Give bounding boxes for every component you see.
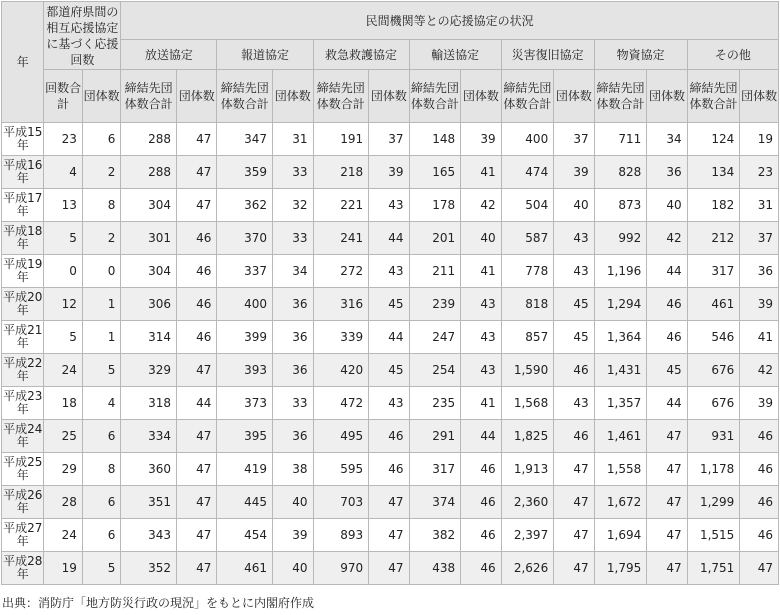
value-cell: 40 bbox=[554, 189, 594, 222]
value-cell: 47 bbox=[176, 519, 216, 552]
value-cell: 47 bbox=[554, 519, 594, 552]
value-cell: 39 bbox=[740, 288, 779, 321]
value-cell: 1,568 bbox=[501, 387, 554, 420]
value-cell: 382 bbox=[409, 519, 461, 552]
table-row bbox=[2, 156, 779, 189]
header-partner-total: 締結先団体数合計 bbox=[121, 70, 177, 123]
header-org-count: 団体数 bbox=[82, 70, 120, 123]
value-cell: 46 bbox=[461, 519, 501, 552]
category-header: 報道協定 bbox=[217, 40, 313, 70]
value-cell: 317 bbox=[409, 453, 461, 486]
value-cell: 46 bbox=[740, 420, 779, 453]
value-cell: 1 bbox=[82, 288, 120, 321]
value-cell: 288 bbox=[121, 123, 177, 156]
value-cell: 2,397 bbox=[501, 519, 554, 552]
value-cell: 42 bbox=[647, 222, 687, 255]
value-cell: 46 bbox=[461, 552, 501, 585]
value-cell: 40 bbox=[273, 486, 313, 519]
value-cell: 461 bbox=[217, 552, 273, 585]
value-cell: 6 bbox=[82, 123, 120, 156]
value-cell: 778 bbox=[501, 255, 554, 288]
header-partner-total: 締結先団体数合計 bbox=[594, 70, 647, 123]
value-cell: 13 bbox=[44, 189, 82, 222]
value-cell: 47 bbox=[176, 156, 216, 189]
value-cell: 34 bbox=[647, 123, 687, 156]
value-cell: 46 bbox=[176, 321, 216, 354]
year-cell: 平成18年 bbox=[2, 222, 44, 255]
value-cell: 44 bbox=[461, 420, 501, 453]
value-cell: 47 bbox=[176, 453, 216, 486]
value-cell: 235 bbox=[409, 387, 461, 420]
value-cell: 288 bbox=[121, 156, 177, 189]
value-cell: 992 bbox=[594, 222, 647, 255]
value-cell: 395 bbox=[217, 420, 273, 453]
value-cell: 40 bbox=[647, 189, 687, 222]
value-cell: 247 bbox=[409, 321, 461, 354]
value-cell: 6 bbox=[82, 486, 120, 519]
header-year: 年 bbox=[2, 2, 44, 123]
value-cell: 47 bbox=[369, 519, 409, 552]
value-cell: 2 bbox=[82, 222, 120, 255]
value-cell: 134 bbox=[687, 156, 740, 189]
value-cell: 676 bbox=[687, 354, 740, 387]
year-cell: 平成28年 bbox=[2, 552, 44, 585]
header-org-count: 団体数 bbox=[461, 70, 501, 123]
header-partner-total: 締結先団体数合計 bbox=[409, 70, 461, 123]
value-cell: 454 bbox=[217, 519, 273, 552]
value-cell: 43 bbox=[369, 387, 409, 420]
value-cell: 43 bbox=[369, 255, 409, 288]
value-cell: 31 bbox=[740, 189, 779, 222]
value-cell: 211 bbox=[409, 255, 461, 288]
table-row bbox=[2, 354, 779, 387]
year-cell: 平成25年 bbox=[2, 453, 44, 486]
value-cell: 359 bbox=[217, 156, 273, 189]
value-cell: 43 bbox=[554, 255, 594, 288]
category-header: 物資協定 bbox=[594, 40, 687, 70]
value-cell: 241 bbox=[313, 222, 369, 255]
value-cell: 19 bbox=[44, 552, 82, 585]
year-cell: 平成20年 bbox=[2, 288, 44, 321]
value-cell: 46 bbox=[647, 321, 687, 354]
year-cell: 平成21年 bbox=[2, 321, 44, 354]
value-cell: 400 bbox=[217, 288, 273, 321]
value-cell: 12 bbox=[44, 288, 82, 321]
value-cell: 37 bbox=[369, 123, 409, 156]
value-cell: 47 bbox=[647, 552, 687, 585]
value-cell: 191 bbox=[313, 123, 369, 156]
value-cell: 47 bbox=[369, 552, 409, 585]
table-row bbox=[2, 123, 779, 156]
value-cell: 43 bbox=[369, 189, 409, 222]
source-note: 出典：消防庁「地方防災行政の現況」をもとに内閣府作成 bbox=[2, 596, 315, 610]
header-org-count: 団体数 bbox=[740, 70, 779, 123]
value-cell: 201 bbox=[409, 222, 461, 255]
value-cell: 41 bbox=[461, 156, 501, 189]
value-cell: 47 bbox=[740, 552, 779, 585]
value-cell: 165 bbox=[409, 156, 461, 189]
value-cell: 43 bbox=[461, 354, 501, 387]
year-cell: 平成24年 bbox=[2, 420, 44, 453]
value-cell: 343 bbox=[121, 519, 177, 552]
value-cell: 34 bbox=[273, 255, 313, 288]
value-cell: 46 bbox=[740, 453, 779, 486]
value-cell: 6 bbox=[82, 519, 120, 552]
value-cell: 438 bbox=[409, 552, 461, 585]
value-cell: 504 bbox=[501, 189, 554, 222]
value-cell: 43 bbox=[554, 387, 594, 420]
value-cell: 546 bbox=[687, 321, 740, 354]
value-cell: 1 bbox=[82, 321, 120, 354]
table-row bbox=[2, 255, 779, 288]
value-cell: 4 bbox=[82, 387, 120, 420]
value-cell: 301 bbox=[121, 222, 177, 255]
value-cell: 47 bbox=[554, 486, 594, 519]
year-cell: 平成23年 bbox=[2, 387, 44, 420]
value-cell: 587 bbox=[501, 222, 554, 255]
value-cell: 18 bbox=[44, 387, 82, 420]
header-org-count: 団体数 bbox=[647, 70, 687, 123]
value-cell: 46 bbox=[176, 288, 216, 321]
value-cell: 36 bbox=[273, 354, 313, 387]
value-cell: 5 bbox=[82, 552, 120, 585]
value-cell: 2,626 bbox=[501, 552, 554, 585]
value-cell: 317 bbox=[687, 255, 740, 288]
value-cell: 47 bbox=[647, 420, 687, 453]
value-cell: 39 bbox=[461, 123, 501, 156]
value-cell: 339 bbox=[313, 321, 369, 354]
value-cell: 47 bbox=[176, 552, 216, 585]
header-partner-total: 締結先団体数合計 bbox=[687, 70, 740, 123]
value-cell: 39 bbox=[273, 519, 313, 552]
header-partner-total: 締結先団体数合計 bbox=[501, 70, 554, 123]
value-cell: 314 bbox=[121, 321, 177, 354]
value-cell: 36 bbox=[273, 420, 313, 453]
value-cell: 47 bbox=[176, 354, 216, 387]
value-cell: 29 bbox=[44, 453, 82, 486]
table-row bbox=[2, 453, 779, 486]
header-org-count: 団体数 bbox=[369, 70, 409, 123]
value-cell: 44 bbox=[176, 387, 216, 420]
value-cell: 374 bbox=[409, 486, 461, 519]
header-org-count: 団体数 bbox=[176, 70, 216, 123]
value-cell: 818 bbox=[501, 288, 554, 321]
header-private-sector-agreements: 民間機関等との応援協定の状況 bbox=[121, 2, 779, 40]
value-cell: 24 bbox=[44, 519, 82, 552]
value-cell: 46 bbox=[647, 288, 687, 321]
value-cell: 828 bbox=[594, 156, 647, 189]
value-cell: 1,694 bbox=[594, 519, 647, 552]
value-cell: 32 bbox=[273, 189, 313, 222]
value-cell: 4 bbox=[44, 156, 82, 189]
value-cell: 347 bbox=[217, 123, 273, 156]
header-org-count: 団体数 bbox=[554, 70, 594, 123]
value-cell: 23 bbox=[740, 156, 779, 189]
value-cell: 316 bbox=[313, 288, 369, 321]
value-cell: 44 bbox=[369, 222, 409, 255]
value-cell: 334 bbox=[121, 420, 177, 453]
value-cell: 1,294 bbox=[594, 288, 647, 321]
header-prefectural-support: 都道府県間の相互応援協定に基づく応援回数 bbox=[44, 2, 121, 70]
value-cell: 373 bbox=[217, 387, 273, 420]
year-cell: 平成15年 bbox=[2, 123, 44, 156]
table-row bbox=[2, 321, 779, 354]
agreements-table bbox=[1, 1, 779, 585]
value-cell: 37 bbox=[554, 123, 594, 156]
value-cell: 1,357 bbox=[594, 387, 647, 420]
value-cell: 5 bbox=[44, 321, 82, 354]
value-cell: 41 bbox=[740, 321, 779, 354]
header-partner-total: 締結先団体数合計 bbox=[313, 70, 369, 123]
value-cell: 47 bbox=[176, 123, 216, 156]
value-cell: 38 bbox=[273, 453, 313, 486]
value-cell: 25 bbox=[44, 420, 82, 453]
table-header bbox=[2, 2, 779, 123]
value-cell: 595 bbox=[313, 453, 369, 486]
value-cell: 893 bbox=[313, 519, 369, 552]
value-cell: 47 bbox=[176, 420, 216, 453]
value-cell: 43 bbox=[461, 321, 501, 354]
value-cell: 41 bbox=[461, 387, 501, 420]
value-cell: 23 bbox=[44, 123, 82, 156]
value-cell: 46 bbox=[740, 486, 779, 519]
value-cell: 1,461 bbox=[594, 420, 647, 453]
value-cell: 45 bbox=[369, 288, 409, 321]
value-cell: 1,515 bbox=[687, 519, 740, 552]
value-cell: 212 bbox=[687, 222, 740, 255]
value-cell: 1,751 bbox=[687, 552, 740, 585]
value-cell: 400 bbox=[501, 123, 554, 156]
value-cell: 0 bbox=[82, 255, 120, 288]
value-cell: 28 bbox=[44, 486, 82, 519]
value-cell: 36 bbox=[273, 321, 313, 354]
year-cell: 平成19年 bbox=[2, 255, 44, 288]
table-row bbox=[2, 288, 779, 321]
value-cell: 42 bbox=[740, 354, 779, 387]
value-cell: 218 bbox=[313, 156, 369, 189]
value-cell: 676 bbox=[687, 387, 740, 420]
value-cell: 1,364 bbox=[594, 321, 647, 354]
value-cell: 0 bbox=[44, 255, 82, 288]
value-cell: 42 bbox=[461, 189, 501, 222]
year-cell: 平成16年 bbox=[2, 156, 44, 189]
value-cell: 1,672 bbox=[594, 486, 647, 519]
value-cell: 36 bbox=[647, 156, 687, 189]
category-header: 輸送協定 bbox=[409, 40, 501, 70]
value-cell: 445 bbox=[217, 486, 273, 519]
value-cell: 5 bbox=[82, 354, 120, 387]
value-cell: 419 bbox=[217, 453, 273, 486]
value-cell: 272 bbox=[313, 255, 369, 288]
value-cell: 39 bbox=[554, 156, 594, 189]
category-header: 災害復旧協定 bbox=[501, 40, 594, 70]
value-cell: 703 bbox=[313, 486, 369, 519]
value-cell: 1,825 bbox=[501, 420, 554, 453]
value-cell: 472 bbox=[313, 387, 369, 420]
value-cell: 44 bbox=[647, 387, 687, 420]
value-cell: 221 bbox=[313, 189, 369, 222]
value-cell: 399 bbox=[217, 321, 273, 354]
value-cell: 148 bbox=[409, 123, 461, 156]
value-cell: 291 bbox=[409, 420, 461, 453]
value-cell: 857 bbox=[501, 321, 554, 354]
value-cell: 41 bbox=[461, 255, 501, 288]
year-cell: 平成22年 bbox=[2, 354, 44, 387]
category-header: 放送協定 bbox=[121, 40, 217, 70]
value-cell: 45 bbox=[554, 321, 594, 354]
header-count-total: 回数合計 bbox=[44, 70, 82, 123]
value-cell: 44 bbox=[369, 321, 409, 354]
value-cell: 24 bbox=[44, 354, 82, 387]
value-cell: 33 bbox=[273, 222, 313, 255]
value-cell: 178 bbox=[409, 189, 461, 222]
value-cell: 33 bbox=[273, 156, 313, 189]
value-cell: 239 bbox=[409, 288, 461, 321]
value-cell: 254 bbox=[409, 354, 461, 387]
category-header: 救急救護協定 bbox=[313, 40, 409, 70]
value-cell: 43 bbox=[461, 288, 501, 321]
value-cell: 2,360 bbox=[501, 486, 554, 519]
table-row bbox=[2, 486, 779, 519]
value-cell: 873 bbox=[594, 189, 647, 222]
value-cell: 43 bbox=[554, 222, 594, 255]
year-cell: 平成27年 bbox=[2, 519, 44, 552]
value-cell: 47 bbox=[647, 486, 687, 519]
value-cell: 1,431 bbox=[594, 354, 647, 387]
value-cell: 711 bbox=[594, 123, 647, 156]
value-cell: 47 bbox=[369, 486, 409, 519]
value-cell: 420 bbox=[313, 354, 369, 387]
value-cell: 47 bbox=[647, 453, 687, 486]
value-cell: 36 bbox=[273, 288, 313, 321]
value-cell: 329 bbox=[121, 354, 177, 387]
value-cell: 45 bbox=[647, 354, 687, 387]
value-cell: 1,913 bbox=[501, 453, 554, 486]
value-cell: 47 bbox=[554, 552, 594, 585]
table-body bbox=[2, 123, 779, 585]
value-cell: 370 bbox=[217, 222, 273, 255]
value-cell: 44 bbox=[647, 255, 687, 288]
value-cell: 2 bbox=[82, 156, 120, 189]
value-cell: 1,558 bbox=[594, 453, 647, 486]
value-cell: 1,299 bbox=[687, 486, 740, 519]
value-cell: 362 bbox=[217, 189, 273, 222]
value-cell: 46 bbox=[554, 420, 594, 453]
value-cell: 461 bbox=[687, 288, 740, 321]
value-cell: 931 bbox=[687, 420, 740, 453]
value-cell: 46 bbox=[369, 420, 409, 453]
value-cell: 8 bbox=[82, 189, 120, 222]
value-cell: 1,196 bbox=[594, 255, 647, 288]
table-row bbox=[2, 519, 779, 552]
value-cell: 37 bbox=[740, 222, 779, 255]
value-cell: 304 bbox=[121, 255, 177, 288]
value-cell: 1,590 bbox=[501, 354, 554, 387]
value-cell: 40 bbox=[461, 222, 501, 255]
value-cell: 46 bbox=[740, 519, 779, 552]
table-row bbox=[2, 189, 779, 222]
value-cell: 19 bbox=[740, 123, 779, 156]
value-cell: 8 bbox=[82, 453, 120, 486]
value-cell: 45 bbox=[369, 354, 409, 387]
value-cell: 36 bbox=[740, 255, 779, 288]
value-cell: 47 bbox=[176, 486, 216, 519]
value-cell: 46 bbox=[176, 222, 216, 255]
value-cell: 351 bbox=[121, 486, 177, 519]
value-cell: 1,795 bbox=[594, 552, 647, 585]
year-cell: 平成17年 bbox=[2, 189, 44, 222]
value-cell: 124 bbox=[687, 123, 740, 156]
value-cell: 1,178 bbox=[687, 453, 740, 486]
table-row bbox=[2, 222, 779, 255]
value-cell: 46 bbox=[554, 354, 594, 387]
value-cell: 47 bbox=[647, 519, 687, 552]
header-partner-total: 締結先団体数合計 bbox=[217, 70, 273, 123]
value-cell: 46 bbox=[461, 486, 501, 519]
value-cell: 304 bbox=[121, 189, 177, 222]
value-cell: 46 bbox=[461, 453, 501, 486]
value-cell: 6 bbox=[82, 420, 120, 453]
table-row bbox=[2, 420, 779, 453]
table-row bbox=[2, 552, 779, 585]
value-cell: 39 bbox=[369, 156, 409, 189]
value-cell: 47 bbox=[554, 453, 594, 486]
value-cell: 31 bbox=[273, 123, 313, 156]
value-cell: 360 bbox=[121, 453, 177, 486]
value-cell: 47 bbox=[176, 189, 216, 222]
value-cell: 337 bbox=[217, 255, 273, 288]
value-cell: 318 bbox=[121, 387, 177, 420]
value-cell: 474 bbox=[501, 156, 554, 189]
header-org-count: 団体数 bbox=[273, 70, 313, 123]
subheader-row bbox=[2, 70, 779, 123]
value-cell: 5 bbox=[44, 222, 82, 255]
year-cell: 平成26年 bbox=[2, 486, 44, 519]
value-cell: 306 bbox=[121, 288, 177, 321]
table-row bbox=[2, 387, 779, 420]
value-cell: 46 bbox=[176, 255, 216, 288]
value-cell: 46 bbox=[369, 453, 409, 486]
value-cell: 352 bbox=[121, 552, 177, 585]
value-cell: 40 bbox=[273, 552, 313, 585]
category-header: その他 bbox=[687, 40, 778, 70]
value-cell: 393 bbox=[217, 354, 273, 387]
value-cell: 33 bbox=[273, 387, 313, 420]
value-cell: 495 bbox=[313, 420, 369, 453]
value-cell: 970 bbox=[313, 552, 369, 585]
value-cell: 39 bbox=[740, 387, 779, 420]
value-cell: 182 bbox=[687, 189, 740, 222]
value-cell: 45 bbox=[554, 288, 594, 321]
